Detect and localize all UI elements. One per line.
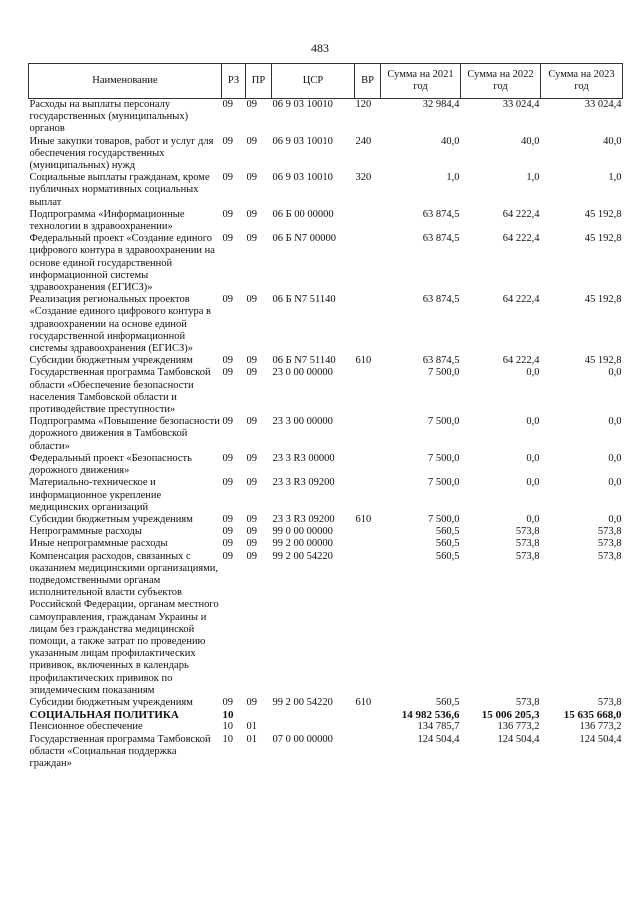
row-sum-2021-cell: 63 874,5	[422, 294, 460, 306]
row-sum-2022-cell: 15 006 205,3	[481, 709, 540, 722]
row-pr-cell: 09	[246, 696, 257, 708]
row-csr-cell: 23 3 R3 00000	[272, 452, 335, 464]
row-name-cell: Подпрограмма «Повышение безопасности дорожного движения в Тамбовской области»	[29, 416, 220, 452]
row-pr-cell: 09	[246, 367, 257, 379]
row-sum-2023-cell: 573,8	[597, 696, 622, 708]
row-pr-cell: 01	[246, 733, 257, 745]
row-sum-2023-cell: 45 192,8	[584, 208, 622, 220]
row-sum-2021-cell: 32 984,4	[422, 99, 460, 110]
row-vr-cell	[355, 551, 381, 697]
row-sum-2023-cell: 0,0	[608, 452, 622, 464]
row-rz-cell: 09	[222, 99, 233, 110]
table-row	[29, 697, 623, 709]
row-name-cell: Субсидии бюджетным учреждениям	[29, 513, 193, 525]
row-sum-2021-cell: 7 500,0	[428, 513, 460, 525]
row-csr-cell: 23 3 R3 09200	[272, 513, 335, 525]
row-sum-2022-cell: 124 504,4	[497, 733, 540, 745]
row-vr-cell	[355, 721, 381, 733]
row-csr-cell: 23 3 R3 09200	[272, 477, 335, 489]
row-sum-2023-cell: 15 635 668,0	[563, 709, 622, 722]
row-sum-2023-cell: 573,8	[597, 538, 622, 550]
table-row	[29, 233, 623, 294]
table-row	[29, 477, 623, 514]
row-name-cell: Иные закупки товаров, работ и услуг для обеспечения государственных (муниципальных) нужд	[29, 135, 214, 172]
row-csr-cell: 23 0 00 00000	[272, 367, 333, 379]
row-sum-2023-cell: 1,0	[608, 172, 622, 184]
row-sum-2022-cell: 40,0	[521, 135, 540, 147]
header-name: Наименование	[29, 64, 222, 99]
row-sum-2021-cell: 124 504,4	[417, 733, 460, 745]
row-pr-cell: 09	[246, 208, 257, 220]
row-sum-2021-cell: 63 874,5	[422, 208, 460, 220]
row-sum-2022-cell: 573,8	[515, 696, 540, 708]
table-row	[29, 709, 623, 721]
row-sum-2022-cell: 573,8	[515, 526, 540, 538]
row-pr-cell: 09	[246, 416, 257, 428]
row-sum-2023-cell: 40,0	[603, 135, 622, 147]
row-csr-cell: 06 Б N7 00000	[272, 233, 336, 245]
row-name-cell: Пенсионное обеспечение	[29, 721, 143, 733]
row-csr-cell	[272, 721, 355, 733]
page-number: 483	[311, 41, 329, 55]
table-row	[29, 514, 623, 526]
row-csr-cell	[272, 709, 355, 721]
row-csr-cell: 06 Б 00 00000	[272, 208, 334, 220]
row-csr-cell: 99 2 00 54220	[272, 696, 333, 708]
header-vr: ВР	[355, 64, 381, 99]
row-rz-cell: 09	[222, 294, 233, 306]
row-rz-cell: 09	[222, 696, 233, 708]
table-header-row	[29, 64, 623, 99]
row-sum-2021-cell: 7 500,0	[428, 416, 460, 428]
row-sum-2023-cell: 45 192,8	[584, 294, 622, 306]
table-row	[29, 734, 623, 771]
row-vr-cell	[355, 209, 381, 233]
row-name-cell: Реализация региональных проектов «Создание единого цифрового контура в здравоохранении на основе единой государственной информационной системы здравоохранения (ЕГИСЗ)»	[29, 294, 211, 355]
row-vr-cell: 320	[355, 172, 372, 184]
row-sum-2022-cell: 0,0	[526, 513, 540, 525]
row-sum-2022-cell: 64 222,4	[502, 233, 540, 245]
row-csr-cell: 99 2 00 00000	[272, 538, 333, 550]
row-sum-2022-cell: 64 222,4	[502, 355, 540, 367]
row-name-cell: Социальные выплаты гражданам, кроме публичных нормативных социальных выплат	[29, 172, 210, 208]
row-csr-cell: 23 3 00 00000	[272, 416, 333, 428]
row-sum-2023-cell: 136 773,2	[579, 721, 622, 733]
row-rz-cell: 10	[222, 709, 234, 722]
row-sum-2021-cell: 14 982 536,6	[401, 709, 460, 722]
row-name-cell: Государственная программа Тамбовской области «Социальная поддержка граждан»	[29, 733, 211, 769]
row-sum-2023-cell: 33 024,4	[584, 99, 622, 110]
row-name-cell: Материально-техническое и информационное укрепление медицинских организаций	[29, 477, 162, 513]
row-sum-2022-cell: 0,0	[526, 452, 540, 464]
row-vr-cell	[355, 416, 381, 453]
row-vr-cell	[355, 453, 381, 477]
row-rz-cell: 09	[222, 172, 233, 184]
row-vr-cell	[355, 477, 381, 514]
row-sum-2022-cell: 0,0	[526, 477, 540, 489]
row-rz-cell: 09	[222, 135, 233, 147]
row-name-cell: Федеральный проект «Создание единого цифрового контура в здравоохранении на основе единой государственной информационной системы здравоохранения (ЕГИСЗ)»	[29, 233, 215, 294]
row-rz-cell: 10	[222, 733, 233, 745]
table-body	[29, 99, 623, 771]
row-csr-cell: 06 Б N7 51140	[272, 355, 336, 367]
row-vr-cell: 610	[355, 513, 372, 525]
row-sum-2023-cell: 45 192,8	[584, 355, 622, 367]
row-pr-cell: 09	[246, 135, 257, 147]
row-csr-cell: 06 Б N7 51140	[272, 294, 336, 306]
row-sum-2022-cell: 0,0	[526, 416, 540, 428]
row-sum-2023-cell: 0,0	[608, 513, 622, 525]
row-name-cell: Расходы на выплаты персоналу государственных (муниципальных) органов	[29, 99, 189, 135]
row-rz-cell: 09	[222, 452, 233, 464]
row-vr-cell	[355, 367, 381, 416]
budget-table	[28, 63, 623, 770]
header-sum-2023: Сумма на 2023 год	[541, 64, 623, 99]
row-vr-cell: 610	[355, 355, 372, 367]
row-sum-2022-cell: 64 222,4	[502, 294, 540, 306]
row-csr-cell: 06 9 03 10010	[272, 135, 333, 147]
row-sum-2021-cell: 560,5	[435, 538, 460, 550]
row-name-cell: СОЦИАЛЬНАЯ ПОЛИТИКА	[29, 709, 179, 722]
row-csr-cell: 07 0 00 00000	[272, 733, 333, 745]
header-rz: РЗ	[222, 64, 246, 99]
row-rz-cell: 09	[222, 208, 233, 220]
table-row	[29, 416, 623, 453]
row-sum-2022-cell: 136 773,2	[497, 721, 540, 733]
row-vr-cell	[355, 233, 381, 294]
row-sum-2021-cell: 63 874,5	[422, 355, 460, 367]
row-pr-cell: 09	[246, 550, 257, 562]
row-sum-2021-cell: 1,0	[446, 172, 460, 184]
table-row	[29, 209, 623, 233]
row-vr-cell	[355, 709, 381, 721]
row-pr-cell: 09	[246, 526, 257, 538]
row-sum-2022-cell: 0,0	[526, 367, 540, 379]
row-pr-cell: 09	[246, 233, 257, 245]
table-row	[29, 453, 623, 477]
row-pr-cell: 01	[246, 721, 257, 733]
row-sum-2021-cell: 63 874,5	[422, 233, 460, 245]
row-rz-cell: 09	[222, 367, 233, 379]
row-rz-cell: 10	[222, 721, 233, 733]
row-pr-cell	[246, 709, 272, 721]
row-pr-cell: 09	[246, 172, 257, 184]
row-sum-2021-cell: 7 500,0	[428, 367, 460, 379]
row-sum-2021-cell: 560,5	[435, 696, 460, 708]
row-sum-2021-cell: 560,5	[435, 526, 460, 538]
table-row	[29, 136, 623, 173]
row-rz-cell: 09	[222, 538, 233, 550]
row-sum-2021-cell: 40,0	[441, 135, 460, 147]
header-csr: ЦСР	[272, 64, 355, 99]
row-rz-cell: 09	[222, 416, 233, 428]
row-vr-cell: 610	[355, 696, 372, 708]
row-sum-2023-cell: 0,0	[608, 477, 622, 489]
table-row	[29, 172, 623, 209]
row-pr-cell: 09	[246, 294, 257, 306]
row-csr-cell: 06 9 03 10010	[272, 99, 333, 110]
row-sum-2023-cell: 573,8	[597, 526, 622, 538]
row-sum-2023-cell: 573,8	[597, 550, 622, 562]
row-name-cell: Государственная программа Тамбовской области «Обеспечение безопасности населения Тамбовской области и противодействие преступности»	[29, 367, 211, 416]
row-vr-cell	[355, 526, 381, 538]
row-rz-cell: 09	[222, 550, 233, 562]
row-name-cell: Подпрограмма «Информационные технологии в здравоохранении»	[29, 208, 185, 233]
table-row	[29, 551, 623, 697]
row-pr-cell: 09	[246, 538, 257, 550]
row-rz-cell: 09	[222, 477, 233, 489]
table-row	[29, 355, 623, 367]
row-sum-2022-cell: 573,8	[515, 550, 540, 562]
row-rz-cell: 09	[222, 513, 233, 525]
row-name-cell: Субсидии бюджетным учреждениям	[29, 355, 193, 367]
row-sum-2023-cell: 0,0	[608, 367, 622, 379]
row-pr-cell: 09	[246, 513, 257, 525]
row-vr-cell	[355, 294, 381, 355]
row-sum-2023-cell: 0,0	[608, 416, 622, 428]
row-vr-cell: 240	[355, 135, 372, 147]
row-sum-2021-cell: 7 500,0	[428, 477, 460, 489]
row-vr-cell: 120	[355, 99, 372, 110]
row-sum-2023-cell: 124 504,4	[579, 733, 622, 745]
row-sum-2022-cell: 33 024,4	[502, 99, 540, 110]
row-sum-2021-cell: 560,5	[435, 550, 460, 562]
row-pr-cell: 09	[246, 477, 257, 489]
header-sum-2021: Сумма на 2021 год	[381, 64, 461, 99]
row-vr-cell	[355, 734, 381, 771]
row-rz-cell: 09	[222, 233, 233, 245]
row-name-cell: Субсидии бюджетным учреждениям	[29, 696, 193, 708]
row-name-cell: Федеральный проект «Безопасность дорожного движения»	[29, 452, 192, 477]
row-pr-cell: 09	[246, 99, 257, 110]
row-rz-cell: 09	[222, 355, 233, 367]
header-pr: ПР	[246, 64, 272, 99]
table-row	[29, 367, 623, 416]
row-name-cell: Компенсация расходов, связанных с оказанием медицинскими организациями, подведомственными органам исполнительной власти субъектов Российской Федерации, органам местного самоуправления, гражданам Украины и лицам без гражданства медицинской помощи, а также затрат по проведению указанным лицам профилактических прививок, включенных в календарь профилактических прививок по эпидемическим показаниям	[29, 550, 219, 696]
row-sum-2023-cell: 45 192,8	[584, 233, 622, 245]
row-sum-2022-cell: 1,0	[526, 172, 540, 184]
row-csr-cell: 99 2 00 54220	[272, 550, 333, 562]
table-row	[29, 526, 623, 538]
row-csr-cell: 99 0 00 00000	[272, 526, 333, 538]
table-row	[29, 294, 623, 355]
row-sum-2022-cell: 64 222,4	[502, 208, 540, 220]
table-row	[29, 99, 623, 136]
row-vr-cell	[355, 538, 381, 550]
table-row	[29, 721, 623, 733]
row-name-cell: Иные непрограммные расходы	[29, 538, 168, 550]
row-rz-cell: 09	[222, 526, 233, 538]
row-sum-2022-cell: 573,8	[515, 538, 540, 550]
row-pr-cell: 09	[246, 452, 257, 464]
row-sum-2021-cell: 134 785,7	[417, 721, 460, 733]
table-row	[29, 538, 623, 550]
row-sum-2021-cell: 7 500,0	[428, 452, 460, 464]
row-name-cell: Непрограммные расходы	[29, 526, 142, 538]
row-csr-cell: 06 9 03 10010	[272, 172, 333, 184]
row-pr-cell: 09	[246, 355, 257, 367]
header-sum-2022: Сумма на 2022 год	[461, 64, 541, 99]
